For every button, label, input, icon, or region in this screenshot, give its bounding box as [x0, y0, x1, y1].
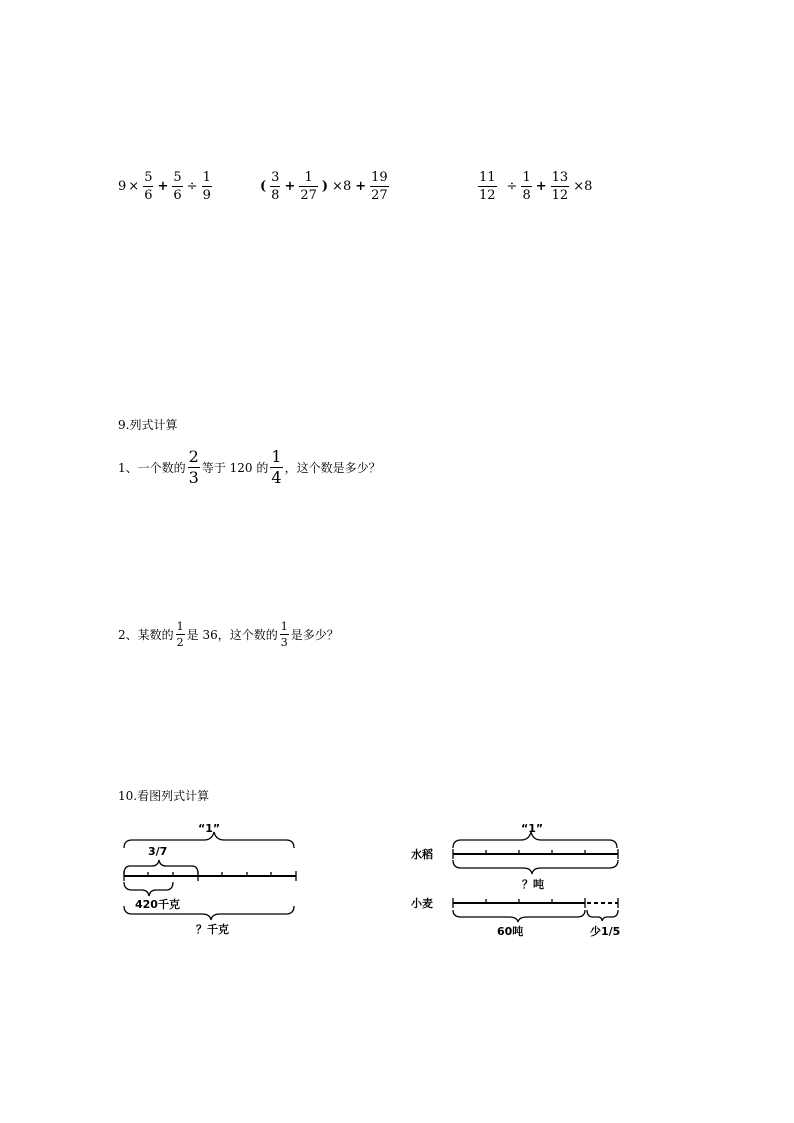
question-2-prefix: 2、某数的: [118, 628, 174, 642]
rice-question-label: ？吨: [522, 878, 544, 891]
fraction: $\frac{3}{8}$: [271, 170, 280, 203]
brace-wheat-less: [587, 910, 618, 921]
fraction: $\frac{1}{4}$: [271, 447, 282, 487]
brace-wheat-amount: [453, 910, 585, 922]
left-paren: (: [260, 179, 267, 194]
expression-3: [476, 171, 594, 202]
diagram1-amount-label: 420千克: [135, 898, 180, 911]
times-sign: ×: [128, 179, 140, 194]
diagram1-whole-label: “1”: [198, 822, 221, 835]
question-2-middle: 是 36，这个数的: [186, 628, 278, 642]
fraction: $\frac{13}{12}$: [551, 170, 569, 203]
number: 9: [118, 179, 127, 194]
section-9-title: 9.列式计算: [118, 418, 178, 432]
right-paren: ): [321, 179, 329, 194]
section-10-title: 10.看图列式计算: [118, 789, 210, 803]
brace-part-top: [124, 860, 198, 874]
fraction: $\frac{2}{3}$: [188, 447, 199, 487]
fraction: $\frac{5}{6}$: [144, 170, 153, 203]
plus-sign: +: [535, 179, 547, 194]
question-1-prefix: 1、一个数的: [118, 461, 186, 475]
diagram1-part-label: 3/7: [148, 845, 168, 858]
fraction: $\frac{1}{9}$: [202, 170, 211, 203]
line-diagram-1: [118, 820, 318, 935]
question-1-middle: 等于 120 的: [201, 461, 269, 475]
fraction: $\frac{19}{27}$: [371, 170, 388, 203]
rice-label: 水稻: [411, 848, 433, 861]
times-eight: ×8: [332, 179, 352, 194]
expression-2: [258, 171, 391, 202]
plus-sign: +: [284, 179, 296, 194]
fraction: $\frac{1}{8}$: [522, 170, 531, 203]
wheat-label: 小麦: [411, 897, 433, 910]
times-eight: ×8: [573, 179, 593, 194]
fraction: $\frac{1}{3}$: [280, 620, 288, 649]
brace-rice-bottom: [453, 860, 618, 874]
wheat-less-label: 少1/5: [590, 925, 621, 938]
divide-sign: ÷: [186, 179, 198, 194]
brace-amount-below: [124, 882, 173, 896]
fraction: $\frac{11}{12}$: [479, 170, 496, 203]
fraction: $\frac{1}{27}$: [300, 170, 317, 203]
fraction: $\frac{5}{6}$: [173, 170, 182, 203]
question-1-suffix: ，这个数是多少？: [284, 461, 381, 475]
expression-1: [118, 171, 214, 202]
fraction: $\frac{1}{2}$: [176, 620, 184, 649]
plus-sign: +: [355, 179, 367, 194]
diagram2-whole-label: “1”: [521, 822, 544, 835]
question-2-suffix: 是多少？: [290, 628, 339, 642]
question-2: [118, 621, 339, 648]
divide-sign: ÷: [506, 179, 518, 194]
wheat-amount-label: 60吨: [497, 925, 524, 938]
question-1: [118, 449, 381, 486]
plus-sign: +: [157, 179, 169, 194]
diagram1-question-label: ？千克: [196, 923, 229, 936]
